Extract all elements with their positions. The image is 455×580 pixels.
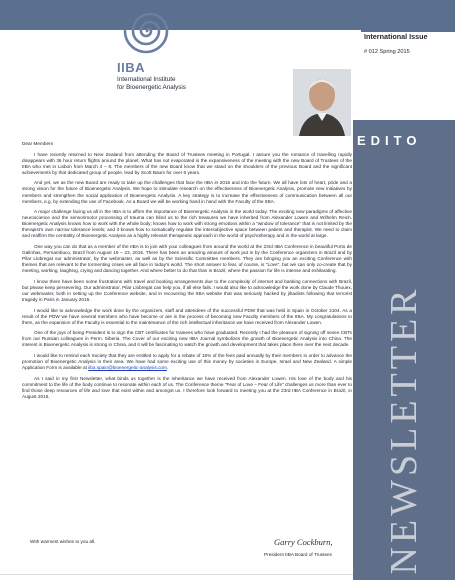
paragraph-8-text: I would like to remind each Society that they are entitled to apply for a rebate of 15% of the fees paid annually by their members in order to advance the promotion of Bioenergetic Analysis in their area. We have had some exciting use of this money by societies in Europe, Israel and New Zealand. A simple Application Form is available at bbox=[22, 353, 352, 371]
signature: Garry Cockburn, bbox=[274, 537, 333, 547]
portrait-image bbox=[293, 69, 351, 136]
paragraph-7: One of the joys of being President is to sign the CBT certificates for trainees who have graduated. Recently I had the pleasure of signing off seven CBTs from our Russian colleagues in Perm, Siberia. The Cover of our exciting new IIBA Journal symbolizes the growth of Bioenergetic Analysis into China. The interest in Bioenergetic Analysis is strong in China, and it will be fascinating to watch the growth and development that takes place there over the next decade. bbox=[22, 330, 352, 348]
issue-title: International Issue bbox=[364, 32, 428, 41]
newsletter-vertical-title: NEWSLETTER bbox=[383, 285, 425, 575]
closing-line: With warmest wishes to you all. bbox=[30, 539, 96, 544]
paragraph-3: A major challenge facing us all in the IIBA is to affirm the importance of Bioenergetic Analysis in the world today. The exciting new paradigms of affective neuroscience and the sensorimotor processing of trauma can blind us to the rich treasures we have inherited from Alexander Lowen and Wilhelm Reich. Bioenergetic Analysis knows how to work with the whole body; knows how to work with strong emotions within a "window of tolerance" that is not limited by the therapist's own narrow tolerance levels; and it knows how to somatically regulate the intersubjective space between patient and therapist. We need to claim and reaffirm the centrality of Bioenergetic Analysis as a highly relevant therapeutic approach in the world of psychotherapy and in the world at large. bbox=[22, 209, 352, 239]
paragraph-1: I have recently returned to New Zealand from attending the Board of Trustees meeting in Portugal. I assure you the romance of travelling rapidly disappears with 36 hour return flights around the planet. What has not evaporated is the expansiveness of the meeting with the new Board of Trustees of the IIBA who met in Lisbon from March 4 – 8. The members of the new Board know that we stand on the shoulders of the previous Board and the significant achievements by that dedicated group of people, lead by Scott Baum for over 6 years. bbox=[22, 151, 352, 175]
paragraph-8 bbox=[22, 353, 352, 371]
iiba-logo-mark: IIBA bbox=[117, 60, 145, 75]
org-name-line-1: International Institute bbox=[117, 76, 176, 83]
org-name-line-2: for Bioenergetic Analysis bbox=[117, 84, 186, 91]
salutation: Dear Members bbox=[22, 141, 53, 146]
logo-panel bbox=[0, 0, 455, 30]
paragraph-6: I would like to acknowledge the work done by the organizers, staff and attendees of the successful PDW that was held in Spain in October 2104. As a result of the PDW we have several members who have become or are in the process of becoming new Faculty members of the IIBA. My congratulations to them, as the expansion of the Faculty is essential to the maintenance of the rich intellectual inheritance we have received from Alexander Lowen. bbox=[22, 307, 352, 325]
paragraph-2: And yet, we as the new Board are ready to take up the challenges that face the IIBA in 2015 and into the future. We all have lots of heart, pride and a strong vision for the future of Bioenergetic Analysis. We hope to stimulate research on the effectiveness of Bioenergetic Analysis, promote new initiatives by members and strengthen the social application of Bioenergetic Analysis. A key strategy is to increase the effectiveness of communication between all our members, e.g. by extending the use of Facebook. As a Board we will be working hand in hand with the Faculty of the IIBA. bbox=[22, 180, 352, 204]
society-email-link[interactable]: iiba.spain@bioenergetic-analysis.com bbox=[88, 365, 167, 371]
issue-info bbox=[361, 29, 455, 55]
paragraph-5: I know there have been some frustrations with travel and booking arrangements due to the complexity of internet and banking connections with Brazil, but please keep persevering. Our administrator, Pilar Llobregat can help you, if all else fails. I would also like to acknowledge the work done by Claude Thouex, our webmaster, both in setting up the Conference website, and in recovering the IIBA website that was seriously hacked by jihadists following that terrorist tragedy in Paris in January 2015. bbox=[22, 278, 352, 302]
paragraph-4: One way you can do that as a member of the IIBA is to join with your colleagues from around the world at the 23rd IIBA Conference in beautiful Porto de Galinhas, Pernambuco, Brazil from August 19 – 23, 2015. There has been an amazing amount of work put in by the Conference organizers in Brazil and by Pilar Llobregat our administrator, by the webmaster, as well as by the Scientific Committee members. They are bringing you an exciting Conference with themes that are relevant to the tormenting crises we all face in today's world. The short answer to fear, of course, is "Love", but we can only co-create that by meeting, working, laughing, crying and dancing together. And where better to do that than in Brazil, where the passion for life is intense and exhilarating. bbox=[22, 244, 352, 274]
editorial-letter bbox=[22, 141, 352, 405]
paragraph-8-end: . bbox=[166, 365, 169, 371]
signatory-title: President IIBA Board of Trustees bbox=[264, 552, 333, 557]
spiral-logo-icon bbox=[118, 3, 180, 59]
president-portrait bbox=[293, 69, 351, 136]
bottom-rule bbox=[0, 574, 353, 575]
edito-heading: EDITO bbox=[357, 133, 422, 148]
paragraph-9: As I said in my first Newsletter, what binds us together is the inheritance we have received from Alexander Lowen. His love of the body and his commitment to the life of the body continue to resonate within each of us. The Conference theme "Fear of Love – Fear of Life" challenges us more than ever to find those deep resources of life and love that exist within and amongst us. I therefore look forward to meeting you at the 23rd IIBA Conference in Brazil, in August 2015. bbox=[22, 375, 352, 399]
issue-number: # 012 Spring 2015 bbox=[364, 49, 410, 55]
